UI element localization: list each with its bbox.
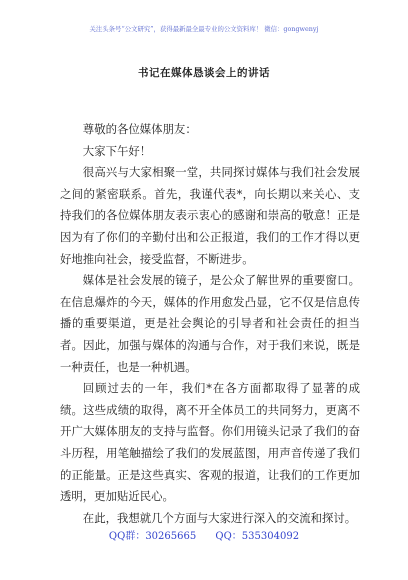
qq-number: QQ：535304092	[215, 531, 300, 542]
body-paragraph-media-role: 媒体是社会发展的镜子，是公众了解世界的重要窗口。在信息爆炸的今天，媒体的作用愈发凸显，它不仅是信息传播的重要渠道，更是社会舆论的引导者和社会责任的担当者。因此，加强与媒体的沟通与合作，对于我们来说，既是一种责任，也是一种机遇。	[60, 273, 360, 374]
body-paragraph-intro: 很高兴与大家相聚一堂，共同探讨媒体与我们社会发展之间的紧密联系。首先，我谨代表*，向长期以来关心、支持我们的各位媒体朋友表示衷心的感谢和崇高的敬意！正是因为有了你们的辛勤付出和公正报道，我们的工作才得以更好地推向社会，接受监督，不断进步。	[60, 165, 360, 266]
greeting-paragraph: 大家下午好！	[82, 143, 152, 158]
footer-contacts	[0, 530, 408, 544]
salutation-paragraph: 尊敬的各位媒体朋友：	[82, 122, 197, 136]
document-title: 书记在媒体恳谈会上的讲话	[138, 67, 270, 79]
qq-group-number: QQ群：30265665	[108, 531, 197, 542]
body-paragraph-review: 回顾过去的一年，我们*在各方面都取得了显著的成绩。这些成绩的取得，离不开全体员工的共同努力，更离不开广大媒体朋友的支持与监督。你们用镜头记录了我们的奋斗历程，用笔触描绘了我们的发展蓝图，用声音传递了我们的正能量。正是这些真实、客观的报道，让我们的工作更加透明，更加贴近民心。	[60, 381, 360, 504]
document-body	[60, 119, 360, 529]
header-promo-note: 关注头条号“公文研究”，获得最新最全最专业的公文资料库！ 微信：gongwenyj	[89, 25, 319, 33]
body-paragraph-transition: 在此，我想就几个方面与大家进行深入的交流和探讨。	[82, 510, 357, 525]
